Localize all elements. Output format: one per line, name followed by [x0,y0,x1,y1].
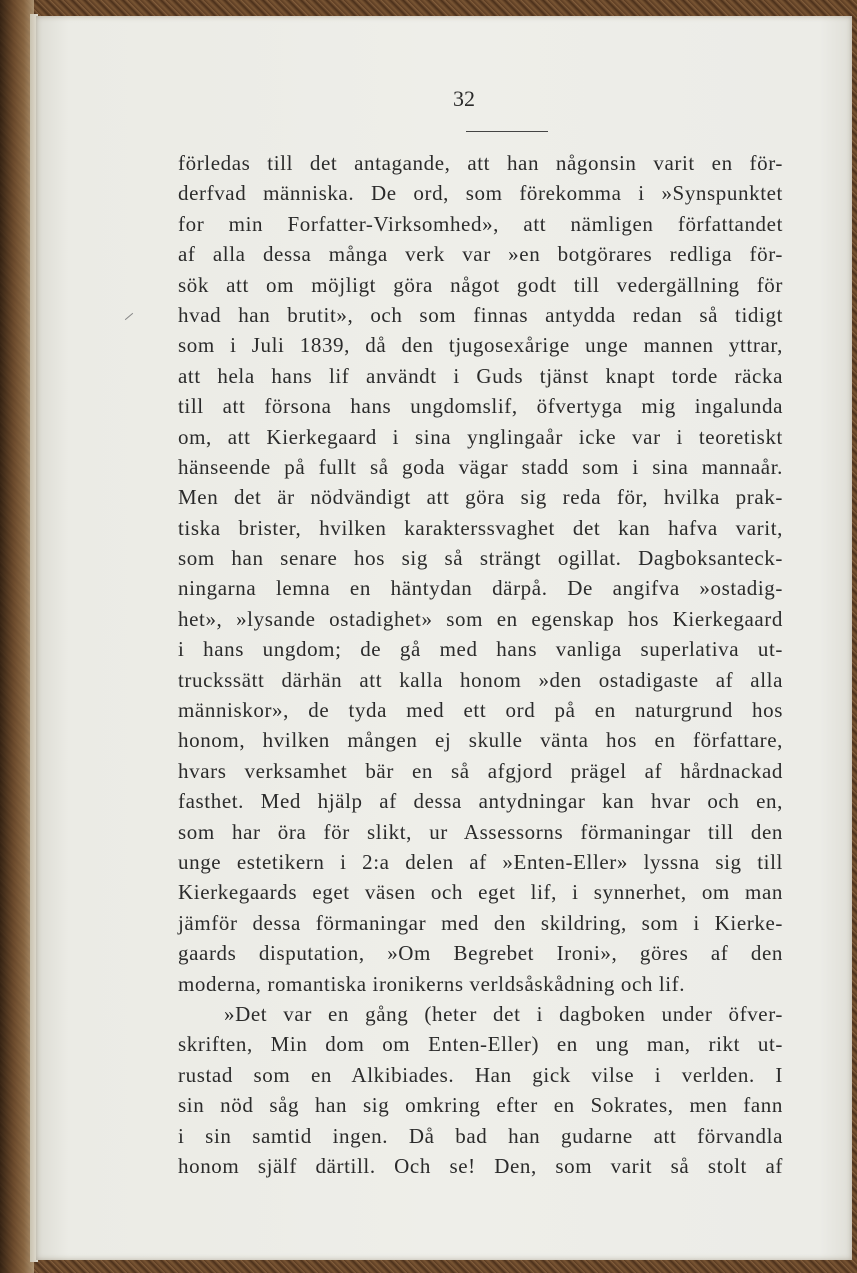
body-text [178,148,828,1181]
text-line: rustad som en Alkibiades. Han gick vilse i verlden. I [178,1062,783,1087]
text-line: het», »lysande ostadighet» som en egenskap hos Kierkegaard [178,606,783,631]
page-number-rule [466,131,548,132]
text-line: hvad han brutit», och som finnas antydda redan så tidigt [178,302,783,327]
text-line: jämför dessa förmaningar med den skildring, som i Kierke- [178,910,783,935]
text-line: moderna, romantiska ironikerns verldsåskådning och lif. [178,971,686,996]
text-line: »Det var en gång (heter det i dagboken under öfver- [224,1001,783,1026]
text-line: unge estetikern i 2:a delen af »Enten-Eller» lyssna sig till [178,849,783,874]
text-line: honom själf därtill. Och se! Den, som varit så stolt af [178,1153,783,1178]
text-line: derfvad människa. De ord, som förekomma i »Synspunktet [178,181,783,206]
paper-page [36,16,852,1260]
text-line: honom, hvilken mången ej skulle vänta hos en författare, [178,728,783,753]
text-line: sin nöd såg han sig omkring efter en Sokrates, men fann [178,1093,783,1118]
text-line: att hela hans lif användt i Guds tjänst knapt torde räcka [178,363,783,388]
text-line: som han senare hos sig så strängt ogillat. Dagboksanteck- [178,546,783,571]
text-line: i sin samtid ingen. Då bad han gudarne att förvandla [178,1123,783,1148]
text-line: hvars verksamhet bär en så afgjord prägel af hårdnackad [178,758,783,783]
text-line: truckssätt därhän att kalla honom »den ostadigaste af alla [178,667,783,692]
pencil-mark [125,313,133,320]
text-line: Men det är nödvändigt att göra sig reda för, hvilka prak- [178,485,783,510]
book-spine [0,0,34,1273]
text-line: for min Forfatter-Virksomhed», att nämligen författandet [178,211,783,236]
text-line: tiska brister, hvilken karakterssvaghet det kan hafva varit, [178,515,783,540]
text-line: gaards disputation, »Om Begrebet Ironi», göres af den [178,941,783,966]
text-line: till att försona hans ungdomslif, öfvertyga mig ingalunda [178,394,783,419]
text-line: hänseende på fullt så goda vägar stadd som i sina mannaår. [178,454,783,479]
page-number: 32 [453,86,475,111]
text-line: Kierkegaards eget väsen och eget lif, i synnerhet, om man [178,880,783,905]
text-line: af alla dessa många verk var »en botgörares redliga för- [178,242,783,267]
text-line: fasthet. Med hjälp af dessa antydningar kan hvar och en, [178,789,783,814]
text-line: skriften, Min dom om Enten-Eller) en ung man, rikt ut- [178,1032,783,1057]
text-line: sök att om möjligt göra något godt till vedergällning för [178,272,783,297]
text-line: som i Juli 1839, då den tjugosexårige unge mannen yttrar, [178,333,783,358]
text-line: som har öra för slikt, ur Assessorns förmaningar till den [178,819,783,844]
text-line: människor», de tyda med ett ord på en naturgrund hos [178,698,783,723]
text-line: i hans ungdom; de gå med hans vanliga superlativa ut- [178,637,783,662]
text-line: förledas till det antagande, att han någonsin varit en för- [178,151,783,175]
text-line: ningarna lemna en häntydan därpå. De angifva »ostadig- [178,576,783,601]
text-line: om, att Kierkegaard i sina ynglingaår icke var i teoretiskt [178,424,783,449]
